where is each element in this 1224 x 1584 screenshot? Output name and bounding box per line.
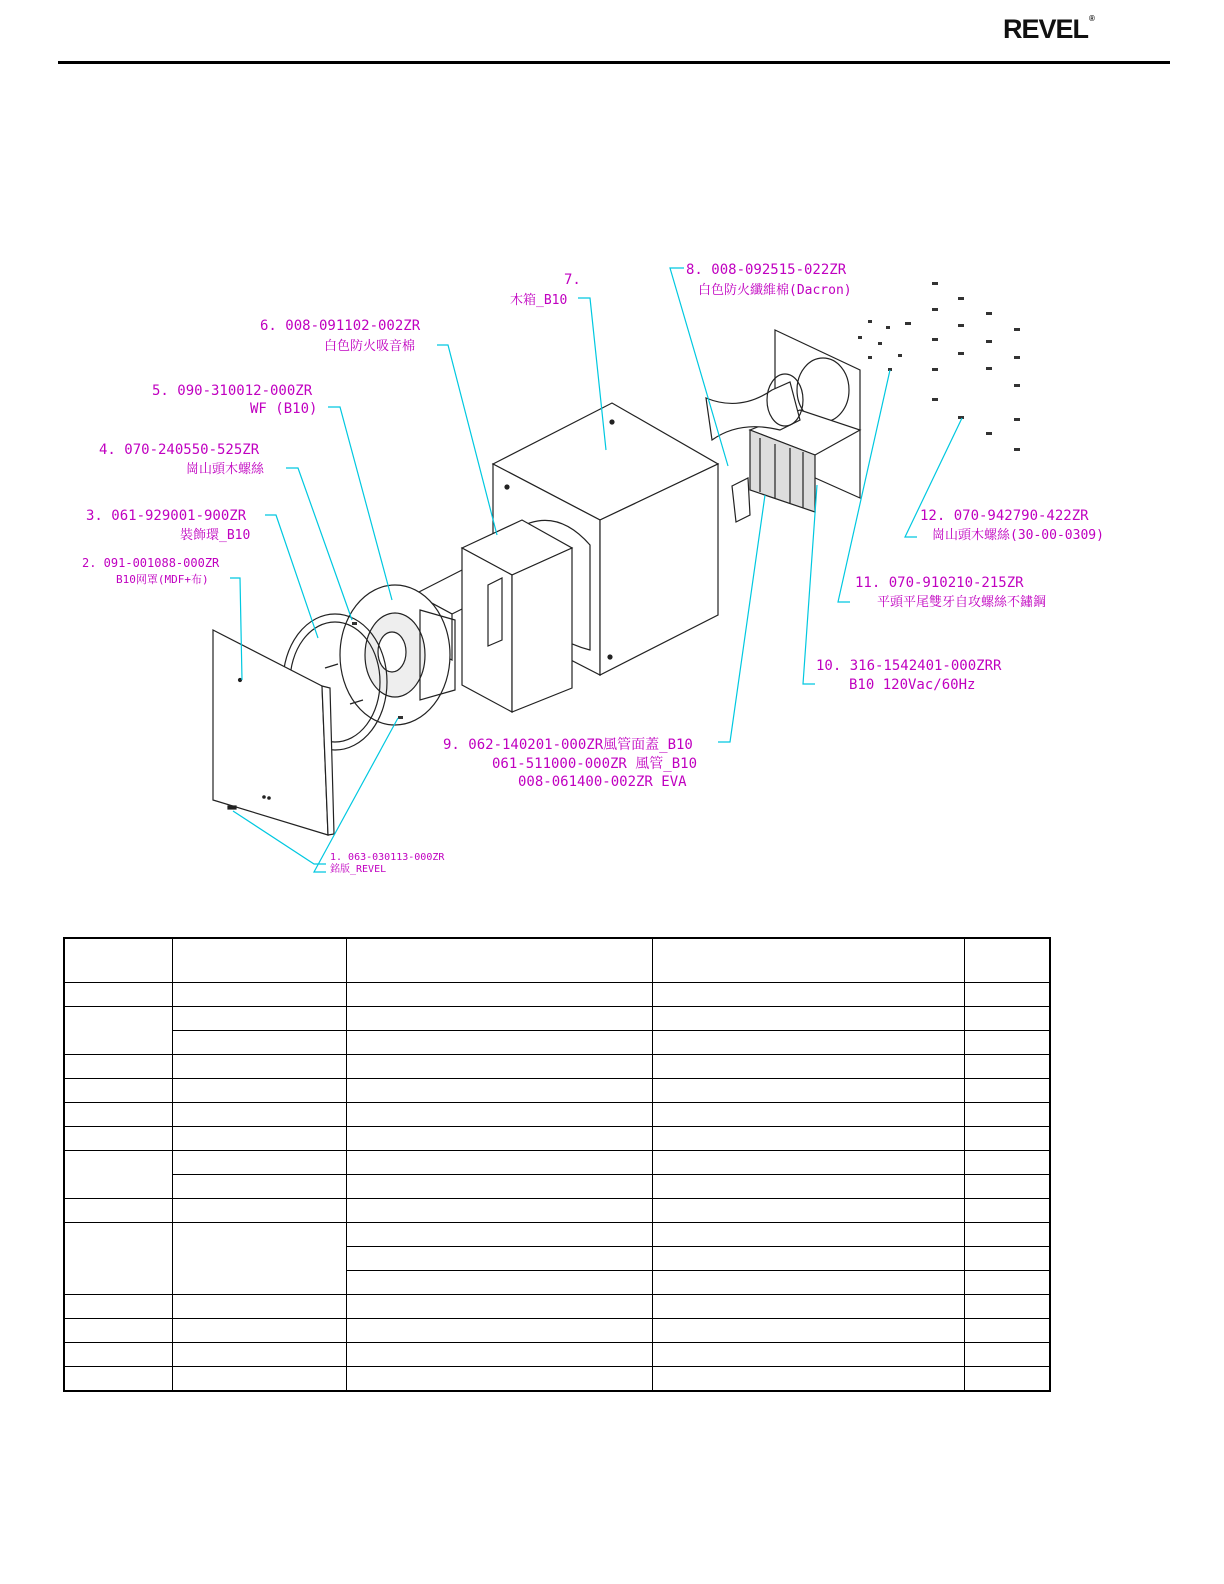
table-row: [64, 1055, 1050, 1079]
table-row: [64, 1079, 1050, 1103]
callout-2-desc: B10网罩(MDF+布): [116, 573, 209, 586]
parts-list-table: [63, 937, 1051, 1392]
callout-9-part: 9. 062-140201-000ZR風管面蓋_B10: [443, 737, 693, 753]
grille-drawing: [213, 630, 334, 835]
callout-8-desc: 白色防火纖維棉(Dacron): [698, 283, 852, 298]
callout-7-num: 7.: [564, 272, 581, 288]
table-row: [64, 1103, 1050, 1127]
callout-8-part: 8. 008-092515-022ZR: [686, 262, 847, 278]
callout-4-desc: 崗山頭木螺絲: [186, 462, 265, 477]
callout-4-part: 4. 070-240550-525ZR: [99, 442, 260, 458]
callout-6-part: 6. 008-091102-002ZR: [260, 318, 421, 334]
callout-12-desc: 崗山頭木螺絲(30-00-0309): [932, 528, 1104, 543]
amplifier-drawing: [706, 330, 860, 522]
table-row: [64, 1175, 1050, 1199]
table-row: [64, 1007, 1050, 1031]
callout-7-desc: 木箱_B10: [510, 293, 568, 308]
callout-11-part: 11. 070-910210-215ZR: [855, 575, 1024, 591]
callout-2-part: 2. 091-001088-000ZR: [82, 556, 220, 570]
callout-10-part: 10. 316-1542401-000ZRR: [816, 658, 1002, 674]
table-row: [64, 1031, 1050, 1055]
table-row: [64, 1319, 1050, 1343]
callout-12-part: 12. 070-942790-422ZR: [920, 508, 1089, 524]
callout-9-line3: 008-061400-002ZR EVA: [518, 774, 687, 790]
callout-11-desc: 平頭平尾雙牙自攻螺絲不鏽鋼: [877, 595, 1047, 610]
callout-5-desc: WF (B10): [250, 401, 318, 417]
callout-1-desc: 銘版_REVEL: [330, 864, 387, 875]
callout-9-line2: 061-511000-000ZR 風管_B10: [492, 756, 698, 772]
callout-3-desc: 裝飾環_B10: [180, 528, 251, 543]
callout-3-part: 3. 061-929001-900ZR: [86, 508, 247, 524]
table-row: [64, 1367, 1050, 1392]
table-row: [64, 1199, 1050, 1223]
revel-logo: REVEL®: [1003, 14, 1094, 44]
callout-5-part: 5. 090-310012-000ZR: [152, 383, 313, 399]
callout-6-desc: 白色防火吸音棉: [324, 339, 416, 354]
table-row: [64, 1127, 1050, 1151]
callout-1-part: 1. 063-030113-000ZR: [330, 852, 445, 863]
table-row: [64, 1343, 1050, 1367]
callout-10-desc: B10 120Vac/60Hz: [849, 677, 976, 693]
table-row: [64, 1151, 1050, 1175]
table-row: [64, 1295, 1050, 1319]
table-row: [64, 1223, 1050, 1247]
table-header-row: [64, 938, 1050, 983]
table-row: [64, 983, 1050, 1007]
